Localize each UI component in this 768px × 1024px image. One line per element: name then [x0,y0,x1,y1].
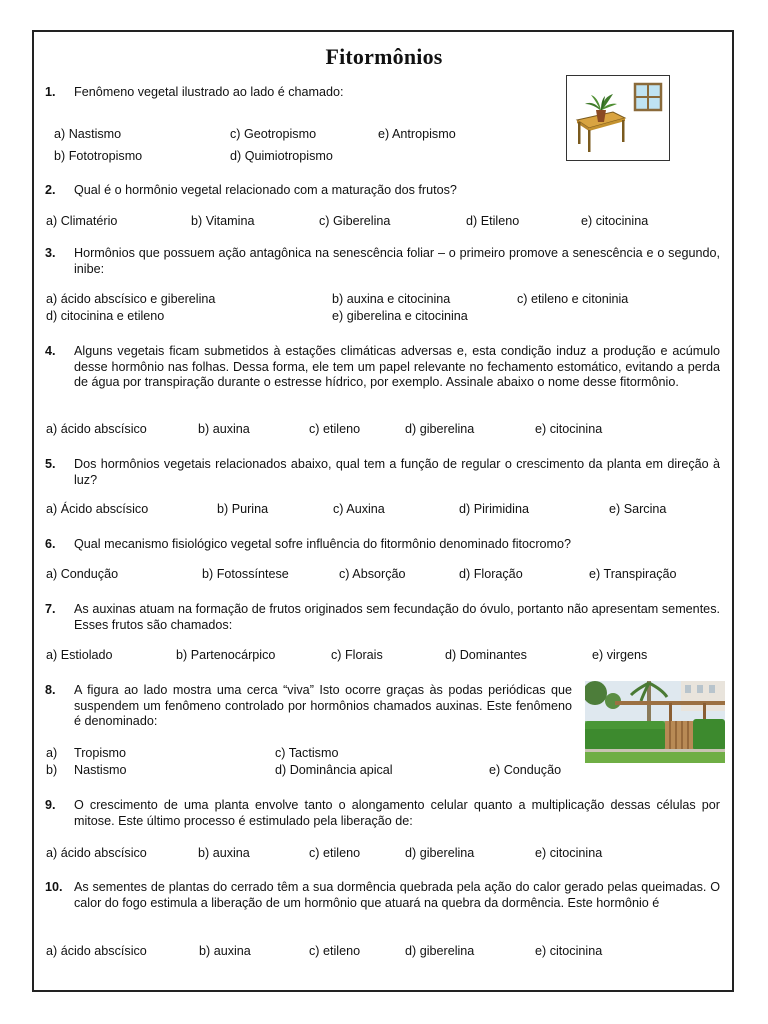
question-10-number: 10. [45,880,63,894]
question-7-option-a[interactable]: a) Estiolado [46,648,113,662]
question-4-option-b[interactable]: b) auxina [198,422,250,436]
question-9-option-b[interactable]: b) auxina [198,846,250,860]
question-4-option-d[interactable]: d) giberelina [405,422,475,436]
question-4-option-e[interactable]: e) citocinina [535,422,603,436]
question-3-option-b[interactable]: b) auxina e citocinina [332,292,451,306]
question-5-option-c[interactable]: c) Auxina [333,502,385,516]
question-8-option-c[interactable]: c) Tactismo [275,746,339,760]
question-3-number: 3. [45,246,56,260]
question-5-option-b[interactable]: b) Purina [217,502,269,516]
question-2-option-d[interactable]: d) Etileno [466,214,520,228]
question-1-option-c[interactable]: c) Geotropismo [230,127,317,141]
page-title: Fitormônios [325,44,443,69]
question-2-option-e[interactable]: e) citocinina [581,214,649,228]
hedge-fence-photo [585,681,725,763]
question-3-option-e[interactable]: e) giberelina e citocinina [332,309,468,323]
question-6-option-b[interactable]: b) Fotossíntese [202,567,289,581]
question-2-text: Qual é o hormônio vegetal relacionado com a maturação dos frutos? [74,183,457,197]
potted-plant-on-table-near-window-icon [566,75,670,161]
question-4-number: 4. [45,344,56,358]
question-10-option-e[interactable]: e) citocinina [535,944,603,958]
question-7-option-c[interactable]: c) Florais [331,648,383,662]
question-3-option-a[interactable]: a) ácido abscísico e giberelina [46,292,216,306]
question-10-option-c[interactable]: c) etileno [309,944,361,958]
question-7-option-b[interactable]: b) Partenocárpico [176,648,276,662]
question-2-option-b[interactable]: b) Vitamina [191,214,255,228]
question-1-number: 1. [45,85,56,99]
question-6-text: Qual mecanismo fisiológico vegetal sofre influência do fitormônio denominado fitocromo? [74,537,572,551]
question-4-option-a[interactable]: a) ácido abscísico [46,422,147,436]
question-6-option-a[interactable]: a) Condução [46,567,119,581]
question-9-option-e[interactable]: e) citocinina [535,846,603,860]
question-10-option-b[interactable]: b) auxina [199,944,251,958]
question-2-option-a[interactable]: a) Climatério [46,214,118,228]
question-5-text: Dos hormônios vegetais relacionados abaixo, qual tem a função de regular o crescimento da planta em direção à luz? [74,457,720,487]
question-8-option-b-letter: b) [46,763,58,777]
question-7-option-d[interactable]: d) Dominantes [445,648,527,662]
question-10-option-a[interactable]: a) ácido abscísico [46,944,147,958]
question-9-option-c[interactable]: c) etileno [309,846,361,860]
question-4-text: Alguns vegetais ficam submetidos à estações climáticas adversas e, esta condição induz a produção e acúmulo desse hormônio nas folhas. Dessa forma, ele tem um papel relevante no fechamento estomático, evitando a perda de água por transpiração durante o estresse hídrico, por exemplo. Assinale abaixo o nome desse fitormônio. [74,344,720,389]
question-1-option-b[interactable]: b) Fototropismo [54,149,143,163]
question-6-number: 6. [45,537,56,551]
question-2-option-c[interactable]: c) Giberelina [319,214,391,228]
question-3-option-d[interactable]: d) citocinina e etileno [46,309,165,323]
question-8-option-a-letter: a) [46,746,58,760]
question-8-text: A figura ao lado mostra uma cerca “viva” Isto ocorre graças às podas periódicas que suspendem um fenômeno controlado por hormônios chamados auxinas. Este fenômeno é denominado: [74,683,572,728]
question-9-option-d[interactable]: d) giberelina [405,846,475,860]
question-3-text: Hormônios que possuem ação antagônica na senescência foliar – o primeiro promove a senescência e o segundo, inibe: [74,246,720,276]
question-8-option-a[interactable]: Tropismo [74,746,127,760]
question-10-text: As sementes de plantas do cerrado têm a sua dormência quebrada pela ação do calor gerado pelas queimadas. O calor do fogo estimula a liberação de um hormônio que atuará na quebra da dormência. Este hormônio é [74,880,720,910]
question-1-text: Fenômeno vegetal ilustrado ao lado é chamado: [74,85,344,99]
question-8-option-d[interactable]: d) Dominância apical [275,763,393,777]
question-7-number: 7. [45,602,56,616]
question-6-option-d[interactable]: d) Floração [459,567,523,581]
question-5-option-d[interactable]: d) Pirimidina [459,502,529,516]
question-10-option-d[interactable]: d) giberelina [405,944,475,958]
question-5-option-e[interactable]: e) Sarcina [609,502,667,516]
question-1-option-d[interactable]: d) Quimiotropismo [230,149,333,163]
question-7-option-e[interactable]: e) virgens [592,648,648,662]
question-1-option-e[interactable]: e) Antropismo [378,127,456,141]
question-2-number: 2. [45,183,56,197]
question-9-text: O crescimento de uma planta envolve tanto o alongamento celular quanto a multiplicação dessas células por mitose. Este último processo é estimulado pela liberação de: [74,798,720,828]
question-7-text: As auxinas atuam na formação de frutos originados sem fecundação do óvulo, portanto não apresentam sementes. Esses frutos são chamados: [74,602,720,632]
question-5-option-a[interactable]: a) Ácido abscísico [46,502,149,516]
question-8-option-e[interactable]: e) Condução [489,763,562,777]
question-9-option-a[interactable]: a) ácido abscísico [46,846,147,860]
question-5-number: 5. [45,457,56,471]
question-8-number: 8. [45,683,56,697]
question-6-option-c[interactable]: c) Absorção [339,567,406,581]
question-1-option-a[interactable]: a) Nastismo [54,127,122,141]
question-9-number: 9. [45,798,56,812]
question-4-option-c[interactable]: c) etileno [309,422,361,436]
question-6-option-e[interactable]: e) Transpiração [589,567,677,581]
question-8-option-b[interactable]: Nastismo [74,763,127,777]
question-3-option-c[interactable]: c) etileno e citoninia [517,292,629,306]
